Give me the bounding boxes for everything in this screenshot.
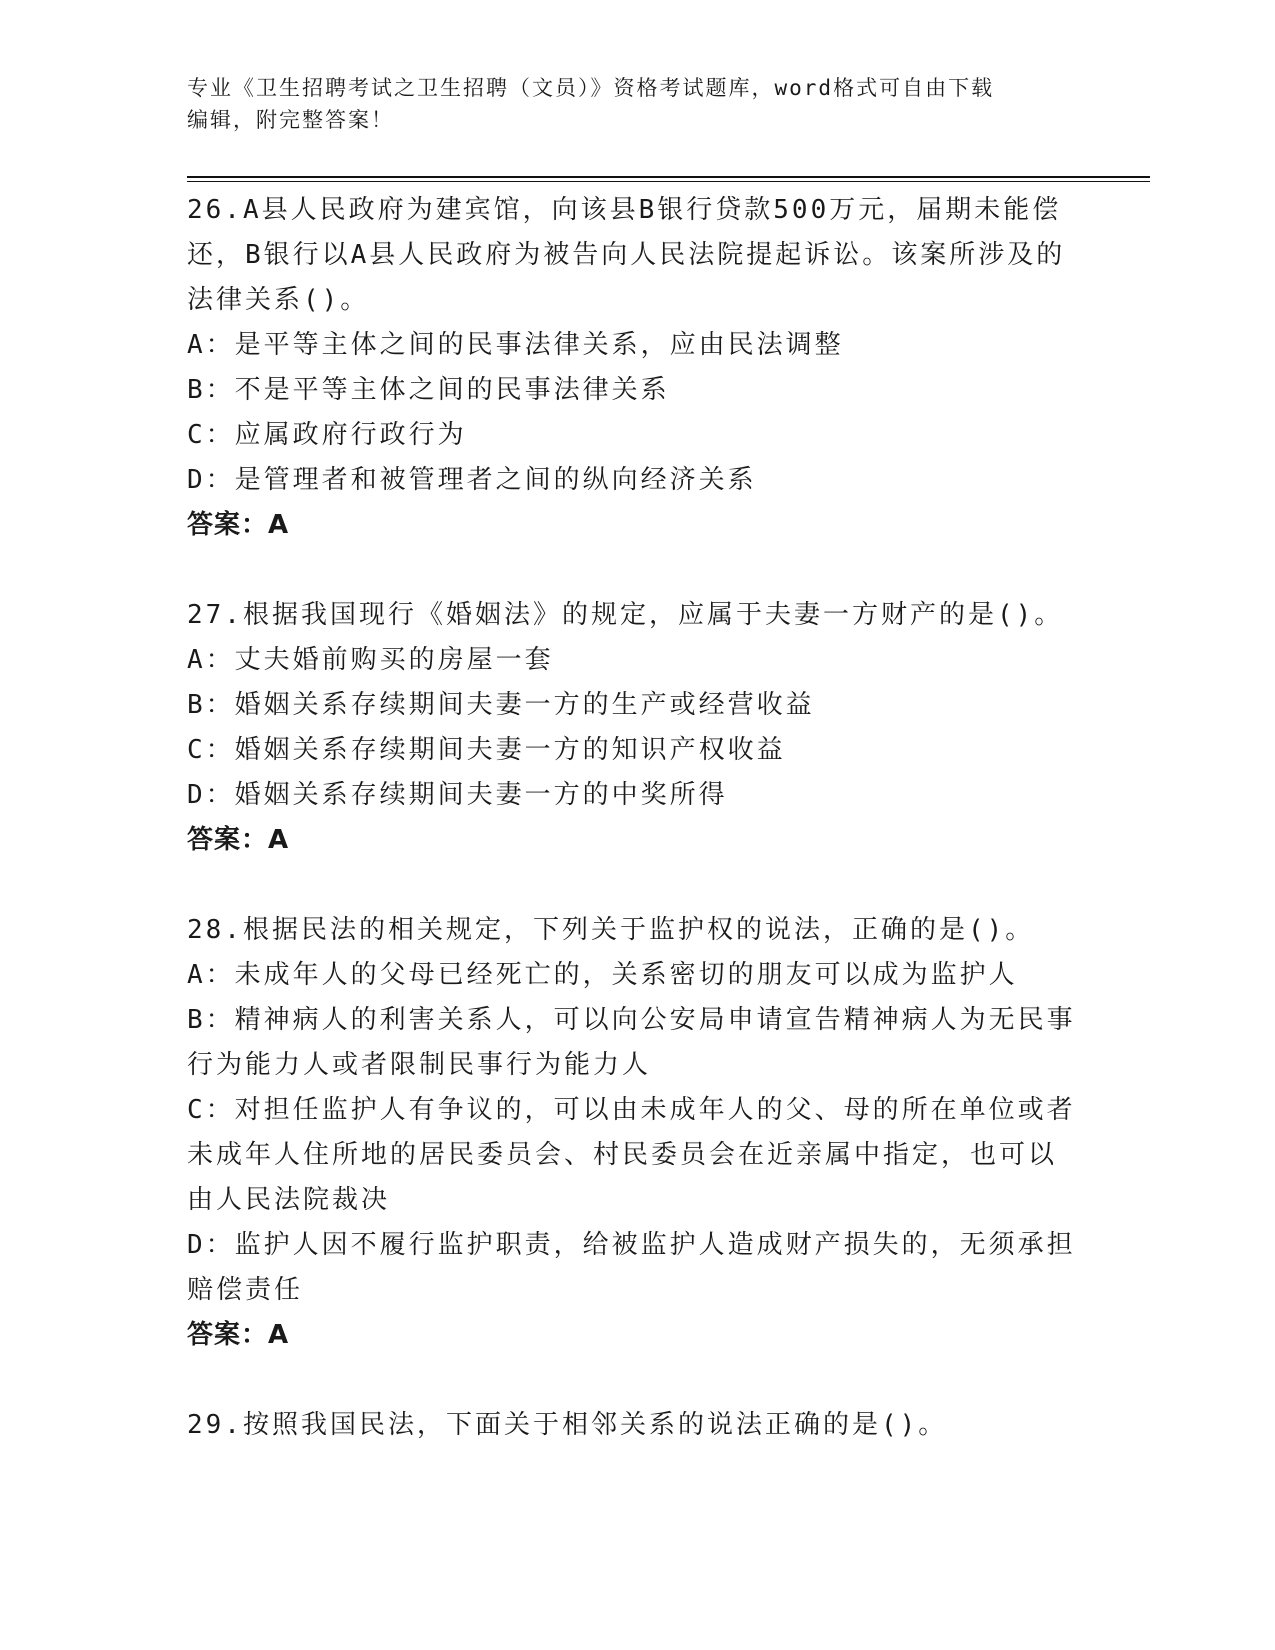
question-block: [187, 188, 1087, 548]
question-spacer: [187, 1358, 1087, 1403]
option-line: B：婚姻关系存续期间夫妻一方的生产或经营收益: [187, 690, 815, 720]
question-spacer: [187, 863, 1087, 908]
question-block: [187, 593, 1087, 863]
question-spacer: [187, 548, 1087, 593]
document-header: [187, 72, 1067, 136]
answer-line: 答案：A: [187, 510, 290, 540]
question-block: [187, 908, 1087, 1358]
question-stem-line: 法律关系()。: [187, 285, 370, 315]
question-stem-line: 29.按照我国民法，下面关于相邻关系的说法正确的是()。: [187, 1410, 948, 1440]
question-list: [187, 188, 1087, 1448]
option-line: 由人民法院裁决: [187, 1185, 391, 1215]
question-stem-line: 26.A县人民政府为建宾馆，向该县B银行贷款500万元，届期未能偿: [187, 195, 1062, 225]
option-line: A：丈夫婚前购买的房屋一套: [187, 645, 554, 675]
option-line: B：精神病人的利害关系人，可以向公安局申请宣告精神病人为无民事: [187, 1005, 1076, 1035]
header-line-2: 编辑，附完整答案！: [187, 108, 394, 132]
option-line: C：婚姻关系存续期间夫妻一方的知识产权收益: [187, 735, 786, 765]
question-block: [187, 1403, 1087, 1448]
question-stem-line: 27.根据我国现行《婚姻法》的规定，应属于夫妻一方财产的是()。: [187, 600, 1064, 630]
option-line: B：不是平等主体之间的民事法律关系: [187, 375, 670, 405]
answer-line: 答案：A: [187, 825, 290, 855]
header-line-1: 专业《卫生招聘考试之卫生招聘（文员）》资格考试题库，word格式可自由下载: [187, 76, 995, 100]
answer-line: 答案：A: [187, 1320, 290, 1350]
option-line: 赔偿责任: [187, 1275, 304, 1305]
option-line: C：对担任监护人有争议的，可以由未成年人的父、母的所在单位或者: [187, 1095, 1076, 1125]
question-stem-line: 28.根据民法的相关规定，下列关于监护权的说法，正确的是()。: [187, 915, 1035, 945]
option-line: A：是平等主体之间的民事法律关系，应由民法调整: [187, 330, 844, 360]
option-line: D：婚姻关系存续期间夫妻一方的中奖所得: [187, 780, 728, 810]
header-divider-thin: [187, 181, 1150, 182]
option-line: 未成年人住所地的居民委员会、村民委员会在近亲属中指定，也可以: [187, 1140, 1058, 1170]
option-line: A：未成年人的父母已经死亡的，关系密切的朋友可以成为监护人: [187, 960, 1018, 990]
question-stem-line: 还，B银行以A县人民政府为被告向人民法院提起诉讼。该案所涉及的: [187, 240, 1066, 270]
option-line: 行为能力人或者限制民事行为能力人: [187, 1050, 652, 1080]
header-divider-thick: [187, 176, 1150, 178]
option-line: C：应属政府行政行为: [187, 420, 467, 450]
option-line: D：是管理者和被管理者之间的纵向经济关系: [187, 465, 757, 495]
option-line: D：监护人因不履行监护职责，给被监护人造成财产损失的，无须承担: [187, 1230, 1076, 1260]
